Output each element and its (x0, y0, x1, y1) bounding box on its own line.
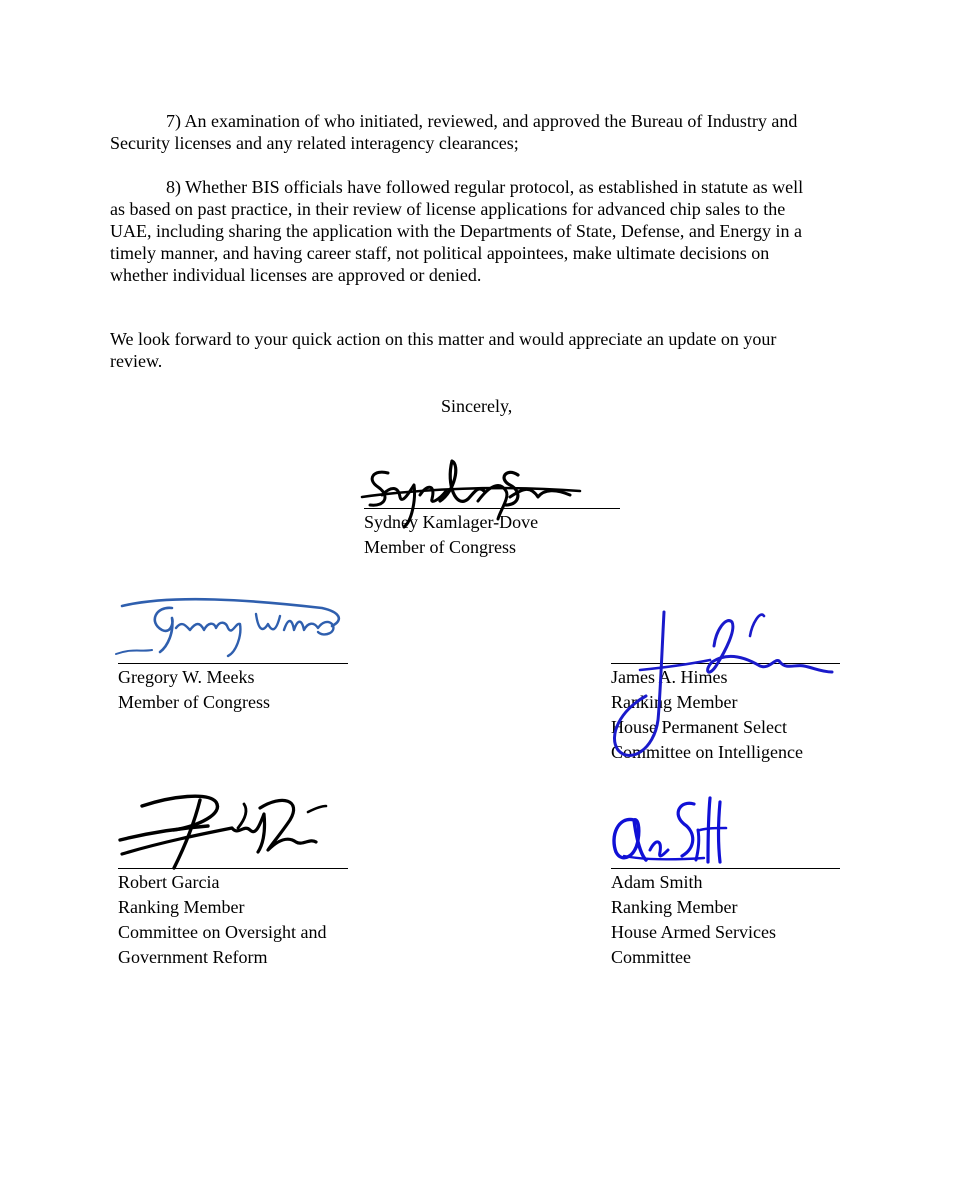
signatory-title: Ranking Member (118, 897, 245, 917)
signatory-name: Robert Garcia (118, 872, 220, 892)
paragraph-line: as based on past practice, in their review of license applications for advanced chip sales to the (110, 199, 786, 219)
signatory-title: Government Reform (118, 947, 268, 967)
signature-block-smith (611, 871, 776, 968)
signatory-title: Member of Congress (118, 692, 270, 712)
sign-off: Sincerely, (441, 396, 513, 416)
paragraph-line: UAE, including sharing the application with the Departments of State, Defense, and Energy in a (110, 221, 802, 241)
signature-meeks (112, 592, 357, 667)
signature-kamlager-dove (360, 455, 590, 535)
signatory-title: Committee on Oversight and (118, 922, 327, 942)
signature-smith (604, 790, 734, 870)
paragraph-line: We look forward to your quick action on this matter and would appreciate an update on your (110, 329, 777, 349)
paragraph-line: timely manner, and having career staff, not political appointees, make ultimate decisions on (110, 243, 770, 263)
signature-himes (600, 600, 840, 770)
signature-garcia (112, 784, 342, 874)
paragraph-line: Security licenses and any related interagency clearances; (110, 133, 519, 153)
signatory-title: Committee (611, 947, 691, 967)
paragraph-line: review. (110, 351, 163, 371)
paragraph-line: whether individual licenses are approved or denied. (110, 265, 482, 285)
signatory-title: Ranking Member (611, 897, 738, 917)
signatory-name: Sydney Kamlager-Dove (364, 512, 539, 532)
signatory-name: Adam Smith (611, 872, 703, 892)
signatory-name: James A. Himes (611, 667, 728, 687)
paragraph-line: 8) Whether BIS officials have followed regular protocol, as established in statute as well (166, 177, 804, 197)
closing-paragraph (110, 328, 776, 372)
signatory-name: Gregory W. Meeks (118, 667, 255, 687)
signatory-title: Member of Congress (364, 537, 516, 557)
signature-block-garcia (118, 871, 326, 968)
signature-block-meeks (118, 666, 270, 713)
paragraph-line: 7) An examination of who initiated, reviewed, and approved the Bureau of Industry and (166, 111, 798, 131)
signatory-title: House Armed Services (611, 922, 776, 942)
paragraph-item-8 (110, 176, 803, 286)
signatory-title: Ranking Member (611, 692, 738, 712)
paragraph-item-7 (110, 110, 797, 154)
signatory-title: Committee on Intelligence (611, 742, 803, 762)
signatory-title: House Permanent Select (611, 717, 787, 737)
